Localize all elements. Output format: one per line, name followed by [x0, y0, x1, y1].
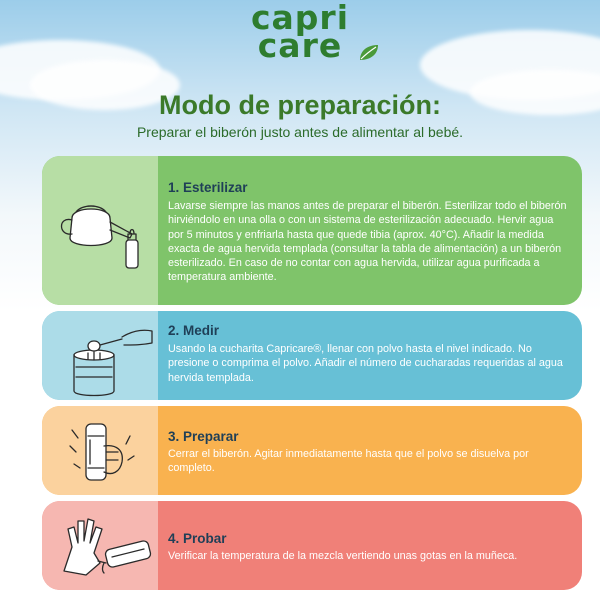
step-illustration [42, 156, 158, 305]
page-subtitle: Preparar el biberón justo antes de alimentar al bebé. [136, 124, 464, 140]
step-description: Usando la cucharita Capricare®, llenar con polvo hasta el nivel indicado. No presione o comprima el polvo. Añadir el número de cucharadas requeridas al agua hervida templada. [168, 343, 563, 384]
capricare-logo [0, 0, 600, 65]
step-title: 2. Medir [168, 323, 220, 338]
step-illustration [42, 406, 158, 495]
step-description: Cerrar el biberón. Agitar inmediatamente hasta que el polvo se disuelva por completo. [168, 448, 529, 475]
scoop-and-tin-icon [42, 311, 158, 400]
shaking-bottle-icon [42, 406, 158, 495]
leaf-icon [358, 44, 380, 62]
step-card-sterilize [42, 156, 582, 305]
logo-line-2: care [257, 26, 343, 65]
step-illustration [42, 311, 158, 400]
step-description: Verificar la temperatura de la mezcla vertiendo unas gotas en la muñeca. [168, 550, 518, 562]
page-title: Modo de preparación: [158, 90, 442, 120]
step-title: 3. Preparar [168, 429, 239, 444]
step-card-prepare [42, 406, 582, 495]
step-card-measure [42, 311, 582, 400]
step-description: Lavarse siempre las manos antes de preparar el biberón. Esterilizar todo el biberón hirviéndolo en una olla o con un sistema de esterilización adecuado. Hervir agua por 5 minutos y enfriarla hasta que quede tibia (aprox. 40°C). Añadir la medida exacta de agua hervida templada (consultar la tabla de alimentación) a un biberón esterilizado. En caso de no contar con agua hervida, utilizar agua purificada a temperatura ambiente. [168, 200, 567, 284]
step-illustration [42, 501, 158, 590]
step-title: 1. Esterilizar [168, 180, 248, 195]
bottle-on-wrist-icon [42, 501, 158, 590]
step-card-test [42, 501, 582, 590]
kettle-and-bottle-icon [42, 156, 158, 305]
logo-line-1: capri [250, 0, 350, 37]
step-title: 4. Probar [168, 531, 227, 546]
